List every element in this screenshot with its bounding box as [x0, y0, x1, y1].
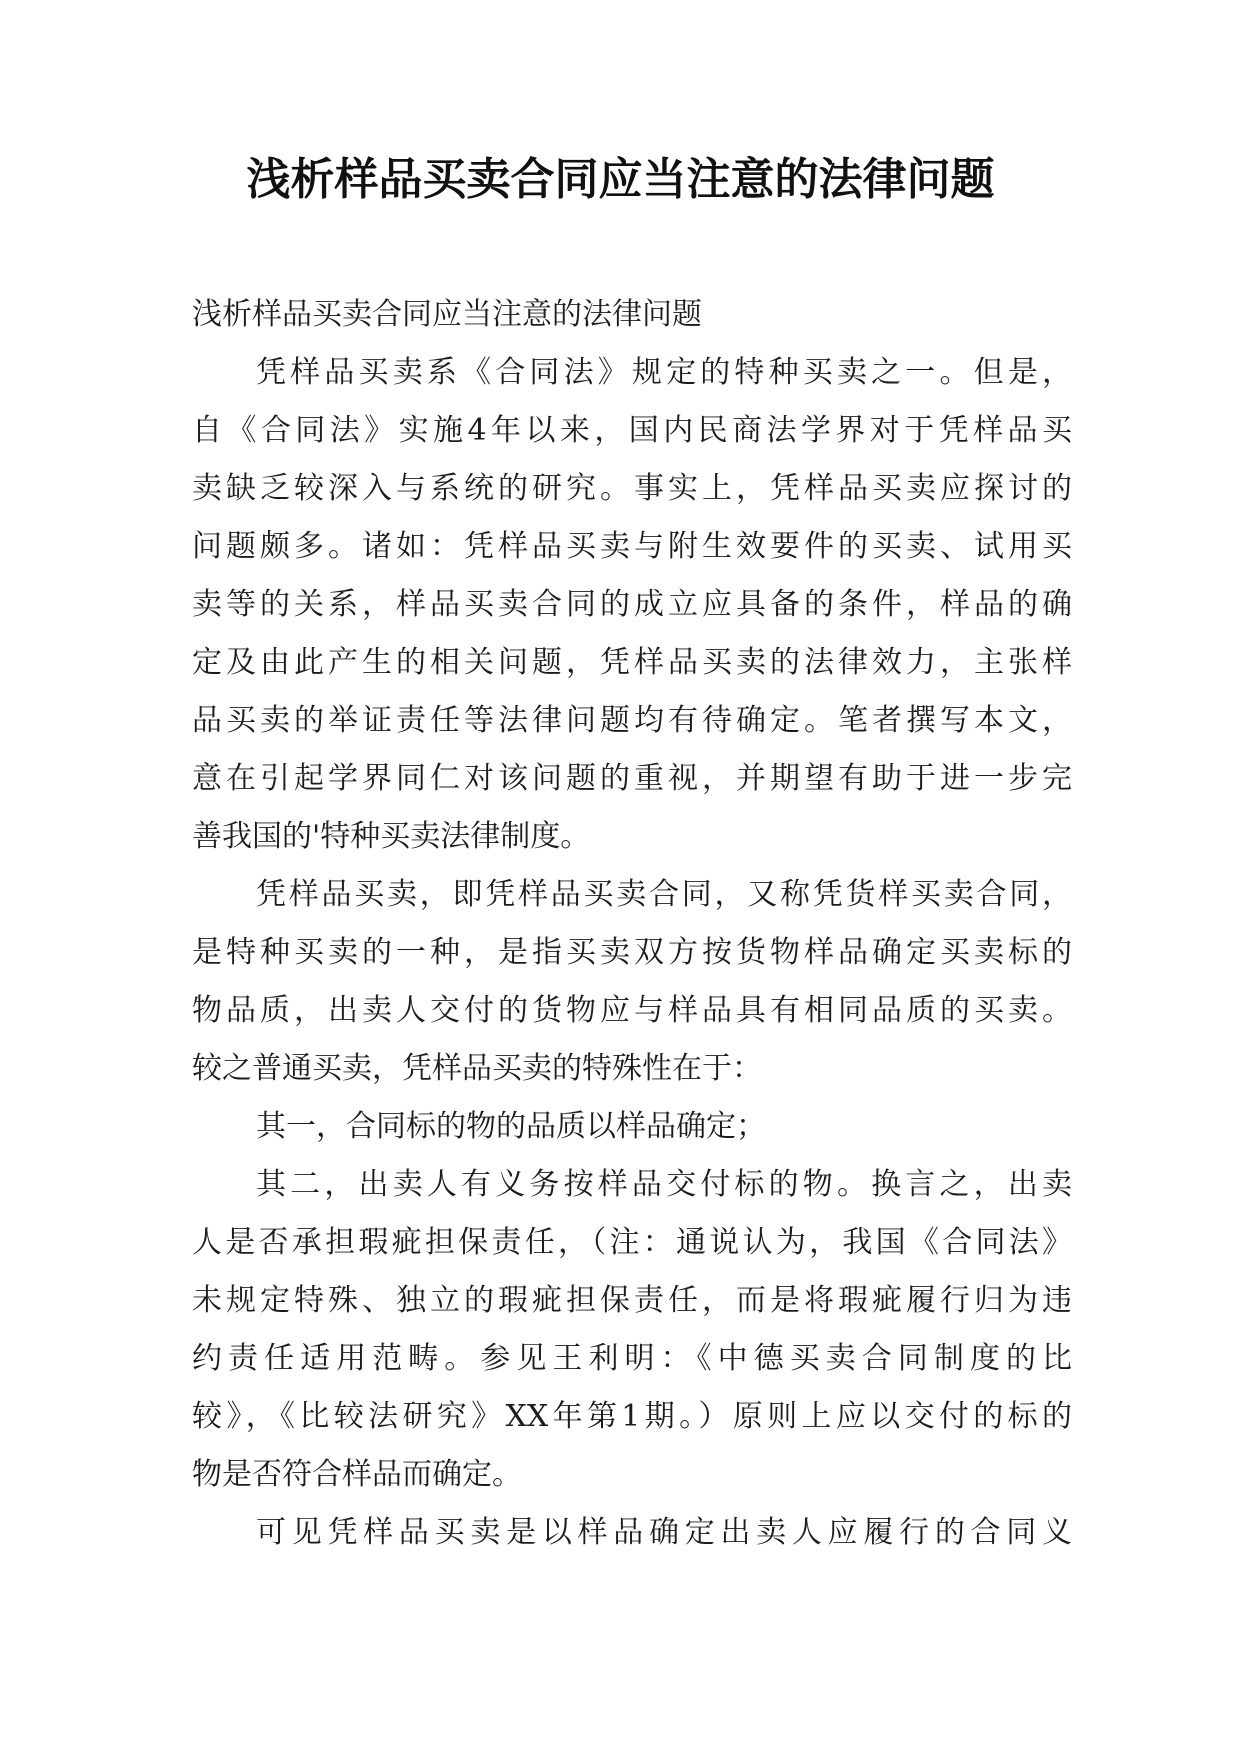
- body-line: 可见凭样品买卖是以样品确定出卖人应履行的合同义: [256, 1515, 1072, 1550]
- body-line: 其二，出卖人有义务按样品交付标的物。换言之，出卖: [256, 1167, 1072, 1202]
- body-line: 是特种买卖的一种，是指买卖双方按货物样品确定买卖标的: [192, 935, 1072, 970]
- body-line-subtitle: 浅析样品买卖合同应当注意的法律问题: [192, 297, 702, 332]
- body-line: 善我国的'特种买卖法律制度。: [192, 819, 591, 854]
- body-line: 较之普通买卖，凭样品买卖的特殊性在于：: [192, 1051, 762, 1086]
- body-line: 意在引起学界同仁对该问题的重视，并期望有助于进一步完: [192, 761, 1072, 796]
- body-line: 物是否符合样品而确定。: [192, 1457, 522, 1492]
- body-line: 未规定特殊、独立的瑕疵担保责任，而是将瑕疵履行归为违: [192, 1283, 1072, 1318]
- body-line: 物品质，出卖人交付的货物应与样品具有相同品质的买卖。: [192, 993, 1072, 1028]
- body-line: 较》，《比较法研究》XX年第1期。）原则上应以交付的标的: [192, 1399, 1072, 1434]
- body-line: 定及由此产生的相关问题，凭样品买卖的法律效力，主张样: [192, 645, 1072, 680]
- document-body: [192, 286, 1072, 1562]
- body-line: 问题颇多。诸如：凭样品买卖与附生效要件的买卖、试用买: [192, 529, 1072, 564]
- document-title: 浅析样品买卖合同应当注意的法律问题: [246, 154, 995, 205]
- body-line: 其一，合同标的物的品质以样品确定；: [256, 1109, 766, 1144]
- body-line: 自《合同法》实施4年以来，国内民商法学界对于凭样品买: [192, 413, 1072, 448]
- body-line: 凭样品买卖，即凭样品买卖合同，又称凭货样买卖合同，: [256, 877, 1072, 912]
- body-line: 约责任适用范畴。参见王利明：《中德买卖合同制度的比: [192, 1341, 1072, 1376]
- body-line: 卖等的关系，样品买卖合同的成立应具备的条件，样品的确: [192, 587, 1072, 622]
- body-line: 凭样品买卖系《合同法》规定的特种买卖之一。但是，: [256, 355, 1072, 390]
- body-line: 人是否承担瑕疵担保责任，（注：通说认为，我国《合同法》: [192, 1225, 1072, 1260]
- body-line: 卖缺乏较深入与系统的研究。事实上，凭样品买卖应探讨的: [192, 471, 1072, 506]
- body-line: 品买卖的举证责任等法律问题均有待确定。笔者撰写本文，: [192, 703, 1072, 738]
